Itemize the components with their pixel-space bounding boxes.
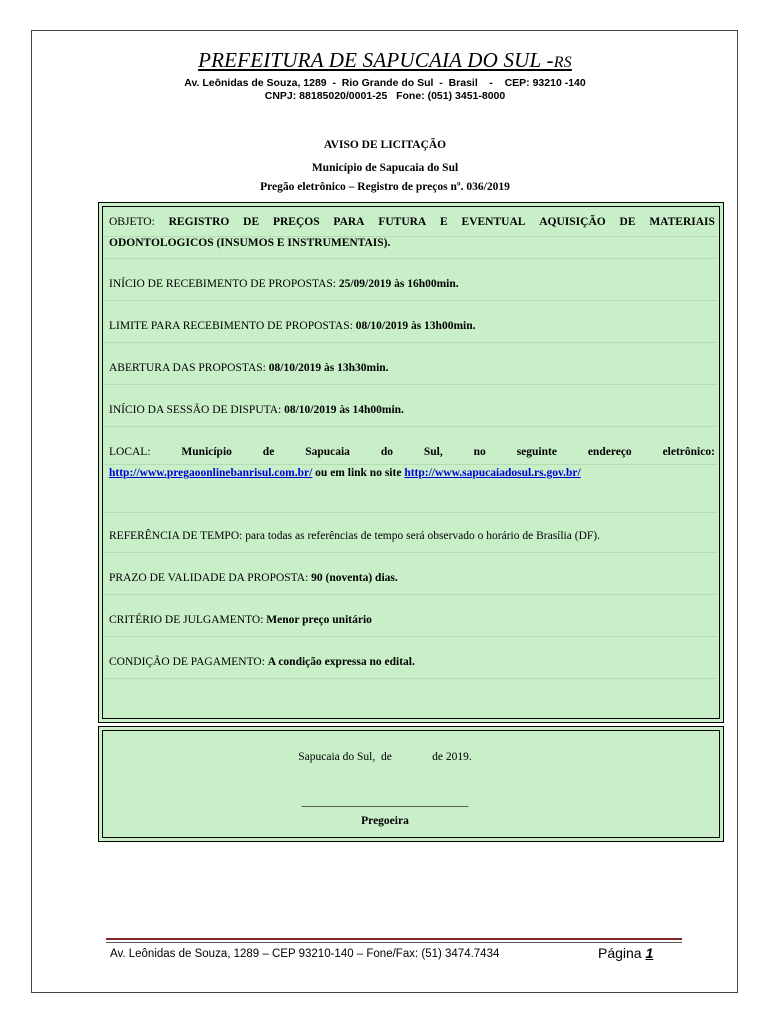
condicao-label: CONDIÇÃO DE PAGAMENTO: <box>109 656 265 668</box>
row-separator <box>104 636 718 637</box>
local-line-2 <box>109 463 715 484</box>
inicio-value: 25/09/2019 às 16h00min. <box>338 278 459 290</box>
referencia-value: para todas as referências de tempo será observado o horário de Brasília (DF). <box>245 530 600 542</box>
objeto-word: DE <box>243 216 260 228</box>
notice-heading: AVISO DE LICITAÇÃO <box>323 139 447 151</box>
row-separator <box>104 384 718 385</box>
footer-rule-thin <box>106 942 682 943</box>
inicio-label: INÍCIO DE RECEBIMENTO DE PROPOSTAS: <box>109 278 336 290</box>
objeto-row <box>109 212 715 254</box>
sessao-label: INÍCIO DA SESSÃO DE DISPUTA: <box>109 404 282 416</box>
notice-procedure: Pregão eletrônico – Registro de preços nº. 036/2019 <box>260 181 510 193</box>
signature-role: Pregoeira <box>361 815 409 827</box>
objeto-label: OBJETO: <box>109 216 155 228</box>
local-word: endereço <box>587 446 632 458</box>
row-separator <box>104 594 718 595</box>
signature-line: _____________________________ <box>301 796 469 808</box>
criterio-row <box>109 610 715 631</box>
objeto-word: FUTURA <box>378 216 427 228</box>
row-separator <box>104 300 718 301</box>
footer-page-label: Página <box>598 945 642 961</box>
prazo-value: 90 (noventa) dias. <box>311 572 398 584</box>
footer-page <box>598 945 653 961</box>
local-word: Sul, <box>423 446 443 458</box>
referencia-label: REFERÊNCIA DE TEMPO: <box>109 530 243 542</box>
objeto-word: PREÇOS <box>272 216 320 228</box>
condicao-value: A condição expressa no edital. <box>267 656 415 668</box>
abertura-value: 08/10/2019 às 13h30min. <box>268 362 389 374</box>
notice-municipality: Município de Sapucaia do Sul <box>311 162 459 174</box>
local-middle-text: ou em link no site <box>315 467 402 479</box>
row-separator <box>104 426 718 427</box>
prazo-label: PRAZO DE VALIDADE DA PROPOSTA: <box>109 572 309 584</box>
footer-rule <box>106 938 682 940</box>
criterio-label: CRITÉRIO DE JULGAMENTO: <box>109 614 264 626</box>
objeto-value: ODONTOLOGICOS (INSUMOS E INSTRUMENTAIS). <box>109 237 391 249</box>
abertura-label: ABERTURA DAS PROPOSTAS: <box>109 362 266 374</box>
limite-value: 08/10/2019 às 13h00min. <box>355 320 476 332</box>
objeto-line-1 <box>109 212 715 233</box>
condicao-row <box>109 652 715 673</box>
pregao-online-link[interactable]: http://www.pregaoonlinebanrisul.com.br/ <box>109 467 313 479</box>
objeto-word: REGISTRO <box>168 216 230 228</box>
footer-page-number: 1 <box>645 945 654 961</box>
local-word: Sapucaia <box>305 446 350 458</box>
page-title: PREFEITURA DE SAPUCAIA DO SUL -RS <box>198 48 572 72</box>
referencia-row <box>109 526 715 547</box>
local-row <box>109 442 715 484</box>
objeto-word: MATERIAIS <box>649 216 715 228</box>
limite-row <box>109 316 715 337</box>
local-word: no <box>473 446 486 458</box>
row-separator <box>104 678 718 679</box>
inicio-row <box>109 274 715 295</box>
objeto-word: EVENTUAL <box>461 216 526 228</box>
row-separator <box>104 512 718 513</box>
local-label: LOCAL: <box>109 446 151 458</box>
objeto-word: E <box>440 216 448 228</box>
limite-label: LIMITE PARA RECEBIMENTO DE PROPOSTAS: <box>109 320 353 332</box>
sessao-value: 08/10/2019 às 14h00min. <box>284 404 404 416</box>
title-suffix: RS <box>553 54 572 71</box>
abertura-row <box>109 358 715 379</box>
signature-place-date: Sapucaia do Sul, de de 2019. <box>298 751 472 763</box>
criterio-value: Menor preço unitário <box>266 614 372 626</box>
local-line-1 <box>109 442 715 463</box>
local-word: Município <box>181 446 232 458</box>
header-cnpj: CNPJ: 88185020/0001-25 Fone: (051) 3451-8000 <box>264 90 506 102</box>
row-separator <box>104 342 718 343</box>
objeto-word: PARA <box>333 216 365 228</box>
prazo-row <box>109 568 715 589</box>
objeto-line-2 <box>109 233 715 254</box>
title-text: PREFEITURA DE SAPUCAIA DO SUL <box>198 48 542 72</box>
header-address: Av. Leônidas de Souza, 1289 - Rio Grande do Sul - Brasil - CEP: 93210 -140 <box>184 77 586 89</box>
footer-address: Av. Leônidas de Souza, 1289 – CEP 93210-140 – Fone/Fax: (51) 3474.7434 <box>110 948 500 960</box>
local-word: seguinte <box>516 446 557 458</box>
row-separator <box>104 552 718 553</box>
local-word: do <box>380 446 393 458</box>
row-separator <box>104 258 718 259</box>
local-word: eletrônico: <box>662 446 715 458</box>
sapucaia-site-link[interactable]: http://www.sapucaiadosul.rs.gov.br/ <box>404 467 581 479</box>
sessao-row <box>109 400 715 421</box>
local-word: de <box>262 446 275 458</box>
objeto-word: AQUISIÇÃO <box>539 216 606 228</box>
objeto-word: DE <box>619 216 636 228</box>
